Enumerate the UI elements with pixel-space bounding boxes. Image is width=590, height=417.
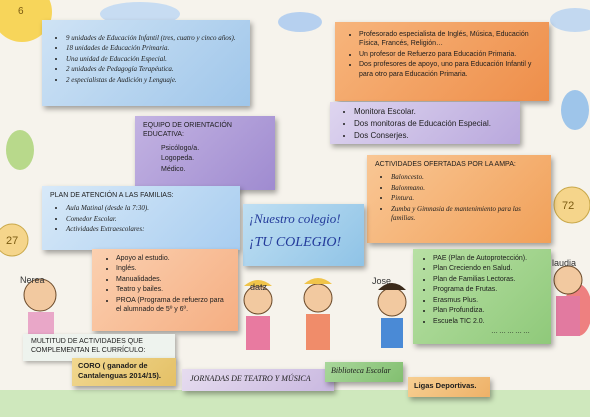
list-item: • Pintura.: [391, 194, 543, 203]
list-item: Médico.: [161, 165, 186, 173]
orientation-team-box: [135, 116, 275, 190]
headline-line-2: ¡TU COLEGIO!: [249, 234, 342, 250]
list-item: • 2 unidades de Pedagogía Terapéutica.: [66, 65, 242, 74]
drawing-number-6: 6: [18, 6, 24, 17]
units-box: [42, 20, 250, 106]
child-figure-5: [554, 266, 582, 336]
balloon-shape: [6, 130, 34, 170]
choir-box: [72, 358, 176, 386]
staff-box: [335, 22, 549, 101]
extracurricular-box: [92, 249, 238, 331]
plans-trailing-dots: ……………: [491, 328, 531, 336]
headline-line-1: ¡Nuestro colegio!: [249, 211, 341, 226]
list-item: • Zumba y Gimnasia de mantenimiento para las familias.: [391, 205, 543, 224]
list-item: • 2 especialistas de Audición y Lenguaje.: [66, 76, 242, 85]
sports-leagues-text: Ligas Deportivas.: [414, 381, 477, 390]
cloud-shape: [550, 8, 590, 32]
grass-shape: [0, 390, 590, 417]
list-item: Psicólogo/a.: [161, 144, 200, 152]
list-item: • Baloncesto.: [391, 173, 543, 182]
list-item: • Aula Matinal (desde la 7:30).: [66, 204, 232, 213]
orientation-list: [143, 144, 267, 174]
activities-heading-box: [23, 334, 175, 361]
list-item: • Manualidades.: [116, 275, 230, 284]
list-item: • 18 unidades de Educación Primaria.: [66, 44, 242, 53]
family-care-list: [50, 204, 232, 234]
list-item: • Comedor Escolar.: [66, 215, 232, 224]
ampa-activities-box: [367, 155, 551, 243]
list-item: • Profesorado especialista de Inglés, Música, Educación Física, Francés, Religión…: [359, 30, 541, 49]
balloon-shape: [561, 90, 589, 130]
activities-heading: MULTITUD DE ACTIVIDADES QUE COMPLEMENTAN EL CURRÍCULO:: [31, 338, 146, 355]
choir-text: CORO ( ganador de Cantalenguas 2014/15).: [78, 361, 161, 381]
list-item: • Dos Conserjes.: [354, 131, 512, 142]
list-item: • PROA (Programa de refuerzo para el alumnado de 5º y 6º.: [116, 296, 230, 315]
staff-list: [343, 30, 541, 79]
child-figure-4: [378, 283, 406, 348]
list-item: • Monitora Escolar.: [354, 107, 512, 118]
plans-list: [421, 254, 543, 326]
list-item: • Apoyo al estudio.: [116, 254, 230, 263]
units-list: [50, 34, 242, 85]
drawing-name-jose: Jose: [372, 276, 392, 286]
list-item: • Inglés.: [116, 264, 230, 273]
extracurricular-list: [100, 254, 230, 315]
sports-leagues-box: [408, 377, 490, 397]
ampa-list: [375, 173, 543, 223]
list-item: • Escuela TIC 2.0.: [433, 317, 543, 326]
list-item: • Plan Creciendo en Salud.: [433, 264, 543, 273]
list-item: • Balonmano.: [391, 184, 543, 193]
theatre-music-text: JORNADAS DE TEATRO Y MÚSICA: [190, 374, 311, 383]
cloud-shape: [278, 12, 322, 32]
monitors-list: [338, 107, 512, 141]
drawing-number-27: 27: [6, 235, 19, 247]
child-figure-3: [304, 278, 332, 350]
drawing-name-claudia: laudia: [552, 258, 577, 268]
ampa-title: ACTIVIDADES OFERTADAS POR LA AMPA:: [375, 161, 516, 168]
list-item: • Teatro y bailes.: [116, 285, 230, 294]
list-item: • Dos profesores de apoyo, uno para Educación Infantil y para otro para Educación Primaria.: [359, 60, 541, 79]
list-item: • Actividades Extraescolares:: [66, 225, 232, 234]
list-item: • 9 unidades de Educación Infantil (tres, cuatro y cinco años).: [66, 34, 242, 43]
library-box: [325, 362, 403, 382]
plans-box: [413, 249, 551, 344]
list-item: • Plan de Familias Lectoras.: [433, 275, 543, 284]
family-care-box: [42, 186, 240, 250]
theatre-music-box: [182, 369, 334, 391]
drawing-name-nerea: Nerea: [20, 275, 45, 285]
family-care-title: PLAN DE ATENCIÓN A LAS FAMILIAS:: [50, 192, 174, 199]
drawing-number-72: 72: [562, 200, 575, 212]
list-item: • Un profesor de Refuerzo para Educación Primaria.: [359, 50, 541, 59]
list-item: • Programa de Frutas.: [433, 285, 543, 294]
monitors-box: [330, 102, 520, 144]
list-item: • Erasmus Plus.: [433, 296, 543, 305]
library-text: Biblioteca Escolar: [331, 366, 391, 375]
list-item: • PAE (Plan de Autoprotección).: [433, 254, 543, 263]
drawing-name-datz: datz: [250, 282, 268, 292]
school-headline-box: [243, 204, 364, 266]
list-item: Logopeda.: [161, 155, 195, 163]
list-item: • Plan Profundiza.: [433, 306, 543, 315]
orientation-title: EQUIPO DE ORIENTACIÓN EDUCATIVA:: [143, 122, 232, 139]
list-item: • Dos monitoras de Educación Especial.: [354, 119, 512, 130]
list-item: • Una unidad de Educación Especial.: [66, 55, 242, 64]
